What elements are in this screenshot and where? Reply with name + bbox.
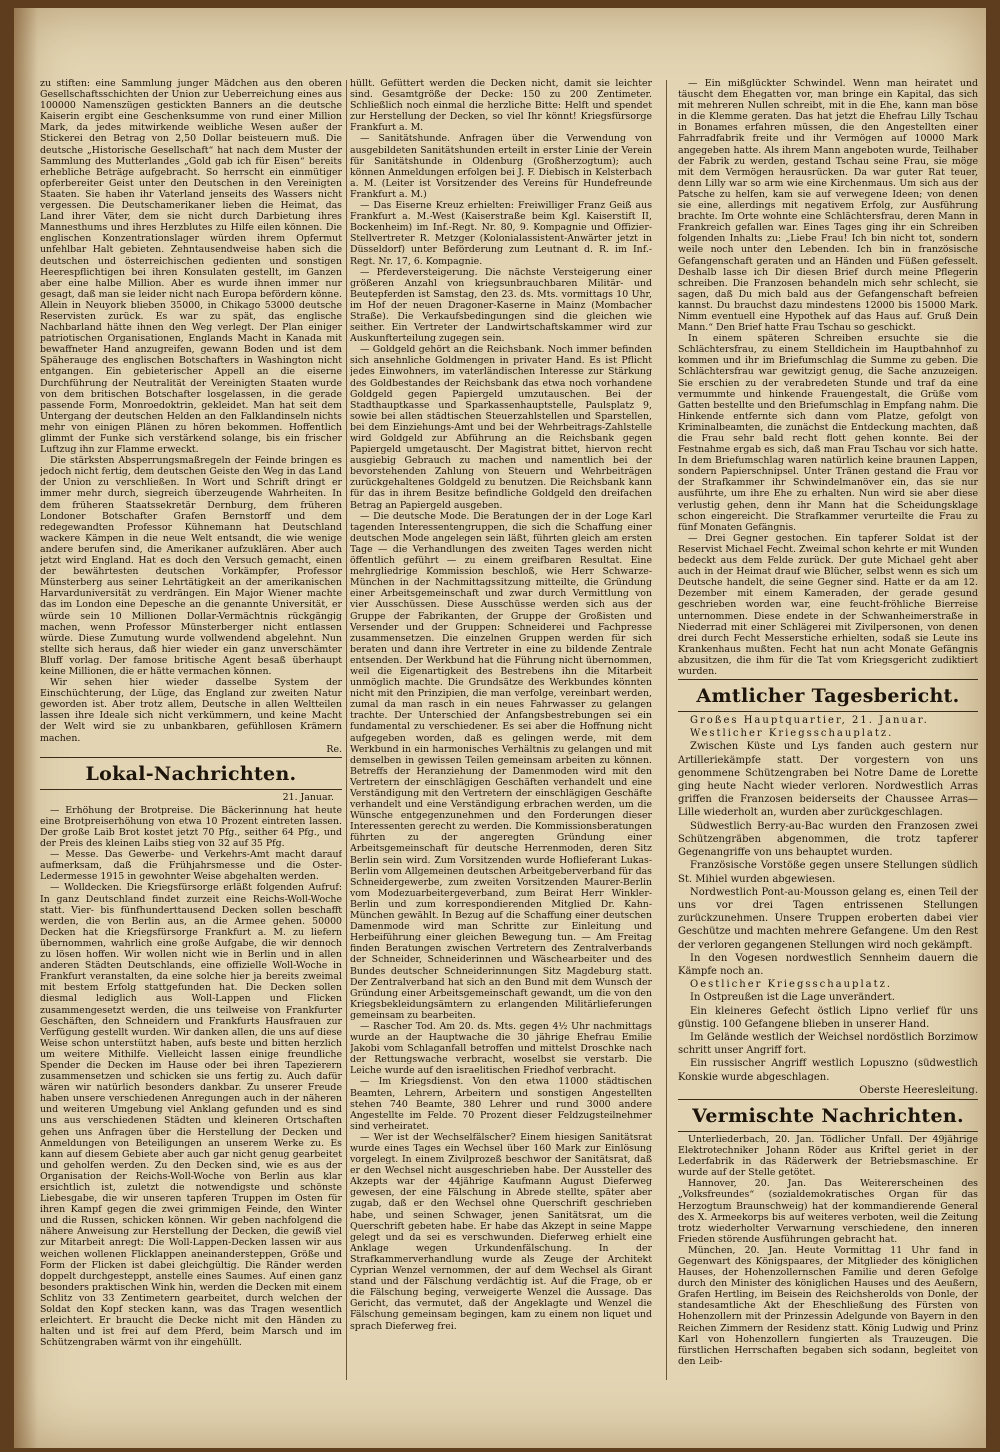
divider bbox=[678, 711, 978, 712]
article-schwindel-cont: In einem späteren Schreiben ersuchte sie die Schlächtersfrau, zu einem Stelldichein im Hauptbahnhof zu kommen und ihr im Briefumschlag die Summe zu geben. Die Schlächtersfrau war gewitzigt genug, die Sache anzuzeigen. Sie erschien zu der verabredeten Stunde und traf da eine vermummte und hinkende Frauengestalt, die Grüße vom Gatten bestellte und den Briefumschlag in Empfang nahm. Die Hinkende entfernte sich dann vom Platze, gefolgt von Kriminalbeamten, die zunächst die Entdeckung machten, daß die Frau sehr bald recht flott gehen konnte. Bei der Festnahme ergab es sich, daß man Frau Tschau vor sich hatte. In dem Briefumschlag waren natürlich keine braunen Lappen, sondern Papierschnipsel. Unter Tränen gestand die Frau vor der Strafkammer ihr Schwindelmanöver ein, das sie nur ausführte, um ihre Ehe zu erhalten. Nun wird sie aber diese verlustig gehen, denn ihr Mann hat die Scheidungsklage schon eingereicht. Die Strafkammer verurteilte die Frau zu fünf Monaten Gefängnis. bbox=[678, 333, 978, 533]
column-2 bbox=[350, 78, 652, 1393]
report-paragraph: In den Vogesen nordwestlich Sennheim dauern die Kämpfe noch an. bbox=[678, 952, 978, 977]
article-messe: — Messe. Das Gewerbe- und Verkehrs-Amt macht darauf aufmerksam, daß die Frühjahrsmesse und die Oster-Ledermesse 1915 in gewohnter Weise abgehalten werden. bbox=[40, 849, 342, 883]
newspaper-page bbox=[14, 8, 986, 1448]
article-kriegsdienst: — Im Kriegsdienst. Von den etwa 11000 städtischen Beamten, Lehrern, Arbeitern und sonstigen Angestellten stehen 740 Beamte, 380 Lehrer und rund 3000 andere Angestellte im Felde. 70 Prozent dieser Feldzugsteilnehmer sind verheiratet. bbox=[350, 1076, 652, 1132]
paragraph-intro: zu stiften: eine Sammlung junger Mädchen aus den oberen Gesellschaftsschichten der Union zur Ueberreichung eines aus 100000 Namenszügen gestickten Banners an die deutsche Kaiserin ergibt eine Geschenksumme von rund einer Million Mark, da jedes mitwirkende weibliche Wesen außer der Stickerei den Betrag von 2,50 Dollar beisteuern muß. Die deutsche „Historische Gesellschaft“ hat nach dem Muster der Sammlung des Mutterlandes „Gold gab ich für Eisen“ bereits erhebliche Beträge aufgebracht. So herrscht ein einmütiger opferbereiter Geist unter den Deutschen in den Vereinigten Staaten. Sie haben ihr Vaterland jenseits des Wassers nicht vergessen. Die Deutschamerikaner lieben die Heimat, das Land ihrer Väter, dem sie nicht durch Darbietung ihres Mannesthums und ihres Herzblutes zu Hilfe eilen können. Die englischen Konzentrationslager würden ihrem Opfermut unfehlbar Halt gebieten. Zehntausendweise haben sich die deutschen und österreichischen gedienten und sonstigen Heerespflichtigen bei ihren Konsulaten gestellt, im Ganzen aber eine halbe Million. Aber es wurde ihnen immer nur gesagt, daß man sie leider nicht nach Europa befördern könne. Allein in Neuyork blieben 35000, in Chikago 53000 deutsche Reservisten zurück. Es war zu spät, das englische Nachbarland hätte ihnen den Weg verlegt. Der Plan einiger patriotischen Organisationen, Englands Macht in Kanada mit bewaffneter Hand anzugreifen, gewann Boden und ist dem Späherauge des englischen Botschafters in Washington nicht entgangen. Ein gebieterischer Appell an die eiserne Durchführung der Neutralität der Vereinigten Staaten wurde von dem britischen Botschafter losgelassen, in die gerade passende Form, Monroedoktrin, gekleidet. Man hat seit dem Untergang der deutschen Helden an den Falklandinseln nichts mehr von einigen Plänen zu hören bekommen. Hoffentlich glimmt der Funke sich verstärkend solange, bis ein frischer Luftzug ihn zur Flamme erweckt. bbox=[40, 78, 342, 456]
section-date: 21. Januar. bbox=[282, 791, 334, 803]
article-goldgeld: — Goldgeld gehört an die Reichsbank. Noch immer befinden sich ansehnliche Goldmengen in privater Hand. Es ist Pflicht jedes Einwohners, im vaterländischen Interesse zur Stärkung des Goldbestandes der Reichsbank das etwa noch vorhandene Goldgeld gegen Papiergeld umzutauschen. Bei der Stadthauptkasse und Sparkassenhauptstelle, Paulsplatz 9, sowie bei allen städtischen Steuerzahlstellen und Sparstellen, bei dem Einziehungs-Amt und bei der Wehrbeitrags-Zahlstelle wird Goldgeld zur Abführung an die Reichsbank gegen Papiergeld umgetauscht. Der Magistrat bittet, hiervon recht ausgiebig Gebrauch zu machen und namentlich bei der bevorstehenden Zahlung von Steuern und Wehrbeiträgen zurückgehaltenes Goldgeld zu benutzen. Die Reichsbank kann für das in ihrem Besitze befindliche Goldgeld den dreifachen Betrag an Papiergeld ausgeben. bbox=[350, 344, 652, 511]
divider bbox=[678, 1099, 978, 1100]
article-muenchen: München, 20. Jan. Heute Vormittag 11 Uhr fand in Gegenwart des Königspaares, der Mitglieder des königlichen Hauses, der Hohenzollernschen Familie und deren Gefolge durch den Minister des königlichen Hauses und des Aeußern, Grafen Hertling, im Beisein des Reichsherolds von Donle, der standesamtliche Akt der Eheschließung des Fürsten von Hohenzollern mit der Prinzessin Adelgunde von Bayern in den Reichen Zimmern der Residenz statt. König Ludwig und Prinz Karl von Hohenzollern fungierten als Trauzeugen. Die fürstlichen Herrschaften begaben sich sodann, begleitet von den Leib- bbox=[678, 1244, 978, 1367]
article-wolldecken-cont: hüllt. Gefüttert werden die Decken nicht, damit sie leichter sind. Gesamtgröße der Decke: 150 zu 200 Zentimeter. Schließlich noch einmal die herzliche Bitte: Helft und spendet zur Herstellung der Decken, so viel Ihr könnt! Kriegsfürsorge Frankfurt a. M. bbox=[350, 78, 652, 134]
report-west-heading: Westlicher Kriegsschauplatz. bbox=[690, 728, 894, 740]
author-signature: Re. bbox=[326, 743, 342, 755]
divider bbox=[678, 679, 978, 680]
tagesbericht-body bbox=[678, 714, 978, 1097]
article-hannover: Hannover, 20. Jan. Das Weitererscheinen des „Volksfreundes“ (sozialdemokratisches Organ für das Herzogtum Braunschweig) hat der kommandierende General des X. Armeekorps bis auf weiteres verboten, weil die Zeitung trotz wiederholter Verwarnung verschiedene, den inneren Frieden störende Ausführungen gebracht hat. bbox=[678, 1178, 978, 1245]
page-edge-stain bbox=[14, 8, 38, 1448]
report-paragraph: Zwischen Küste und Lys fanden auch gestern nur Artilleriekämpfe statt. Der vorgestern von uns genommene Schützengraben bei Notre Dame de Lorette ging heute Nacht wieder verloren. Nordwestlich Arras griffen die Franzosen beiderseits der Chaussee Arras—Lille wiederholt an, wurden aber zurückgeschlagen. bbox=[678, 741, 978, 819]
article-brotpreise: — Erhöhung der Brotpreise. Die Bäckerinnung hat heute eine Brotpreiserhöhung von etwa 10 Prozent eintreten lassen. Der große Laib Brot kostet jetzt 70 Pfg., seither 64 Pfg., und der Preis des kleinen Laibs stieg von 32 auf 35 Pfg. bbox=[40, 804, 342, 850]
column-1 bbox=[40, 78, 342, 1393]
article-deutsche-mode: — Die deutsche Mode. Die Beratungen der in der Loge Karl tagenden Interessentengruppen, die sich die Schaffung einer deutschen Mode angelegen sein läßt, führten gleich am ersten Tage — die Verhandlungen des zweiten Tages werden nicht öffentlich geführt — zu einem greifbaren Resultat. Eine mehrgliedrige Kommission beschloß, wie Herr Schwarze-München in der Nachmittagssitzung mitteilte, die Gründung einer Arbeitsgemeinschaft und zwar durch Vermittlung von vier Ausschüssen. Diese Ausschüsse werden sich aus der Gruppe der Fabrikanten, der Gruppe der Großisten und Versender und der Gruppen: Schneiderei und Fachpresse zusammensetzen. Die einzelnen Gruppen werden für sich beraten und dann ihre Vertreter in eine zu bildende Zentrale entsenden. Der Werkbund hat die Führung nicht übernommen, weil die Eigenartigkeit des Bestrebens ihn die Mitarbeit unmöglich machte. Die Grundsätze des Werkbundes könnten nicht mit den Prinzipien, die man verfolge, vereinbart werden, zumal da man rasch in ein neues Fahrwasser zu gelangen trachte. Der Unterschied der Anfangsbestrebungen sei ein fundamental zu verschiedener. Es sei aber die Hoffnung nicht aufgegeben worden, daß es gelingen werde, mit dem Werkbund in ein harmonisches Verhältnis zu gelangen und mit demselben in gewissen Teilen gemeinsam arbeiten zu können. Betreffs der Heranziehung der Damenmoden wird mit den Vertretern der einschlägigen Geschäften verhandelt und eine Verständigung mit den Vertretern der einschlägigen Geschäfte verhandelt und eine Verständigung erbrachen werden, um die Wünsche entgegenzunehmen und den Forderungen dieser Interessenten gerecht zu werden. Die Kommissionsberatungen führten zu der angeregten Gründung einer Arbeitsgemeinschaft für deutsche Herrenmoden, deren Sitz Berlin sein wird. Zum Vorsitzenden wurde Hoflieferant Lukas-Berlin vom Allgemeinen deutschen Arbeitgeberverband für das Schneidergewerbe, zum zweiten Vorsitzenden Maurer-Berlin vom Modezuarbeitergeverband, zum Beirat Herr Winkler-Berlin und zum korrespondierenden Mitglied Dr. Kahn-München gewählt. In Bezug auf die Schaffung einer deutschen Damenmode wird man Schritte zur Einleitung und Herbeiführung einer gleichen Bewegung tun. — Am Freitag finden Beratungen zwischen Vertretern des Zentralverbands der Schneider, Schneiderinnen und Wäschearbeiter und des Bundes deutscher Schneiderinnungen Sitz Magdeburg statt. Der Zentralverband hat sich an den Bund mit dem Wunsch der Gründung einer Arbeitsgemeinschaft gewandt, um die von den Kriegsbekleidungsämtern zu erlangenden Militärlieferungen gemeinsam zu bearbeiten. bbox=[350, 510, 652, 1021]
report-paragraph: Ein kleineres Gefecht östlich Lipno verlief für uns günstig. 100 Gefangene blieben in unserer Hand. bbox=[678, 1005, 978, 1030]
article-sanitaetshunde: — Sanitätshunde. Anfragen über die Verwendung von ausgebildeten Sanitätshunden erteilt in erster Linie der Verein für Sanitätshunde in Oldenburg (Großherzogtum); auch können Anmeldungen erfolgen bei J. F. Diebisch in Kelsterbach a. M. (Leiter ist Vorsitzender des Vereins für Hundefreunde Frankfurt a. M.) bbox=[350, 133, 652, 200]
section-heading-lokal: Lokal-Nachrichten. bbox=[85, 762, 297, 785]
column-rule bbox=[666, 80, 667, 1380]
report-paragraph: Französische Vorstöße gegen unsere Stellungen südlich St. Mihiel wurden abgewiesen. bbox=[678, 860, 978, 885]
section-heading-tagesbericht: Amtlicher Tagesbericht. bbox=[696, 685, 960, 708]
article-pferdeversteigerung: — Pferdeversteigerung. Die nächste Versteigerung einer größeren Anzahl von kriegsunbrauchbaren Militär- und Beutepferden ist Samstag, den 23. ds. Mts. vormittags 10 Uhr, im Hof der neuen Dragoner-Kaserne in Mainz (Mombacher Straße). Die Verkaufsbedingungen sind die gleichen wie seither. Ein Vertreter der Landwirtschaftskammer wird zur Auskunfterteilung zugegen sein. bbox=[350, 266, 652, 345]
paragraph-absperrung: Die stärksten Absperrungsmaßregeln der Feinde bringen es jedoch nicht fertig, dem deutschen Geiste den Weg in das Land der Union zu verschließen. In Wort und Schrift dringt er immer mehr durch, siegreich überzeugende Wahrheiten. In dem früheren Staatssekretär Dernburg, dem früheren Londoner Botschafter Grafen Bernstorff und dem redegewandten Professor Kühnemann hat Deutschland wackere Kämpen in die neue Welt entsandt, die wie wenige andere berufen sind, die Amerikaner aufzuklären. Aber auch jetzt wird England. Hat es doch den Versuch gemacht, einen der bewährtesten deutschen Vorkämpfer, Professor Münsterberg aus seiner Lehrtätigkeit an der amerikanischen Harvarduniversität zu verdrängen. Ein Major Wiener machte das im London eine Depesche an die genannte Universität, er würde sein 10 Millionen Dollar-Vermächtnis rückgängig machen, wenn Professor Münsterberger nicht entlassen würde. Diese Zumutung wurde vollwendend abgelehnt. Nun stellte sich heraus, daß hier wieder ein ganz unverschämter Bluff vorlag. Der famose britische Agent besaß überhaupt keine Millionen, die er hätte vermachen können. bbox=[40, 455, 342, 677]
report-paragraph: In Ostpreußen ist die Lage unverändert. bbox=[690, 992, 895, 1004]
article-unterliederbach: Unterliederbach, 20. Jan. Tödlicher Unfall. Der 49jährige Elektrotechniker Johann Röder aus Kriftel geriet in der Lederfabrik in das Räderwerk der Betriebsmaschine. Er wurde auf der Stelle getötet. bbox=[678, 1133, 978, 1179]
divider bbox=[40, 757, 342, 758]
article-wechselfaelscher: — Wer ist der Wechselfälscher? Einem hiesigen Sanitätsrat wurde eines Tages ein Wechsel über 160 Mark zur Einlösung vorgelegt. In einem Zivilprozeß beschwor der Sanitätsrat, daß er den Wechsel nicht ausgeschrieben habe. Der Aussteller des Akzepts war der 44jährige Kaufmann August Dieferweg gewesen, der eine Fälschung in Abrede stellte, später aber zugab, daß er den Wechsel ohne Querschrift geschrieben habe, und seinen Schwager, jenen Sanitätsrat, um die Querschrift gebeten habe. Er habe das Akzept in seine Mappe gelegt und da sei es verschwunden. Dieferweg erhielt eine Anklage wegen Urkundenfälschung. In der Strafkammerverhandlung wurde als Zeuge der Architekt Cyprian Wenzel vernommen, der auf dem Wechsel als Girant stand und der Fälschung verdächtig ist. Auf die Frage, ob er die Fälschung beging, verweigerte Wenzel die Aussage. Das Gericht, das vermutet, daß der Angeklagte und Wenzel die Fälschung gemeinsam begingen, kam zu einem non liquet und sprach Dieferweg frei. bbox=[350, 1131, 652, 1332]
article-schwindel: — Ein mißglückter Schwindel. Wenn man heiratet und täuscht dem Ehegatten vor, man bringe ein Kapital, das sich mit mehreren Nullen schreibt, mit in die Ehe, kann man böse in die Klemme geraten. Das hat jetzt die Ehefrau Lilly Tschau in Bonames erfahren müssen, die den Angestellten einer Fahrradfabrik freite und ihr Vermögen auf 10000 Mark angegeben hatte. Als ihrem Mann angeboten wurde, Teilhaber der Fabrik zu werden, gestand Tschau seine Frau, sie möge mit dem Vermögen herausrücken. Da war guter Rat teuer, denn Lilly war so arm wie eine Kirchenmaus. Um sich aus der Patsche zu helfen, kam sie auf verwegene Ideen; von denen sie eine, allerdings mit negativem Erfolg, zur Ausführung brachte. Im Orte wohnte eine Schlächtersfrau, deren Mann in Frankreich gefallen war. Eines Tages ging ihr ein Schreiben folgenden Inhalts zu: „Liebe Frau! Ich bin nicht tot, sondern weile noch unter den Lebenden. Ich bin in französische Gefangenschaft geraten und an Händen und Füßen gefesselt. Deshalb lasse ich Dir diesen Brief durch meine Pflegerin schreiben. Die Franzosen behandeln mich sehr schlecht, sie sagen, daß Du mich bald aus der Gefangenschaft befreien kannst. Du brauchst dazu mindestens 12000 bis 15000 Mark. Nimm eventuell eine Hypothek auf das Haus auf. Gruß Dein Mann.“ Den Brief hatte Frau Tschau so geschickt. bbox=[678, 78, 978, 334]
report-paragraph: Ein russischer Angriff westlich Lopuszno (südwestlich Konskie wurde abgeschlagen. bbox=[678, 1058, 978, 1083]
section-heading-vermischte: Vermischte Nachrichten. bbox=[692, 1104, 964, 1127]
report-signature: Oberste Heeresleitung. bbox=[859, 1084, 978, 1096]
article-drei-gegner: — Drei Gegner gestochen. Ein tapferer Soldat ist der Reservist Michael Fecht. Zweimal schon kehrte er mit Wunden bedeckt aus dem Felde zurück. Der gute Michael geht aber auch in der Heimat drauf wie Blücher, selbst wenn es sich um Deutsche handelt, die seine Gegner sind. Hatte er da am 12. Dezember mit einem Kameraden, der gerade gesund geschrieben worden war, eine feucht-fröhliche Bierreise unternommen. Diese endete in der Schwanheimerstraße in Niederrad mit einer Schlägerei mit Zivilpersonen, von denen drei durch Fecht Messerstiche erhielten, sodaß sie Leute ins Krankenhaus mußten. Fecht hat nun acht Monate Gefängnis abzusitzen, die ihm für die Tat vom Kriegsgericht zudiktiert wurden. bbox=[678, 532, 978, 677]
article-rascher-tod: — Rascher Tod. Am 20. ds. Mts. gegen 4½ Uhr nachmittags wurde an der Hauptwache die 30 jährige Ehefrau Emilie Jakobi vom Schlaganfall betroffen und mittelst Droschke nach der Rettungswache verbracht, woselbst sie verstarb. Die Leiche wurde auf den israelitischen Friedhof verbracht. bbox=[350, 1020, 652, 1077]
report-paragraph: Nordwestlich Pont-au-Mousson gelang es, einen Teil der uns vor drei Tagen entrissenen Stellungen zurückzunehmen. Unsere Truppen eroberten dabei vier Geschütze und machten mehrere Gefangene. Um den Rest der verloren gegangenen Stellungen wird noch gekämpft. bbox=[678, 886, 978, 951]
report-paragraph: Südwestlich Berry-au-Bac wurden den Franzosen zwei Schützengräben abgenommen, die trotz tapferer Gegenangriffe von uns behauptet wurden. bbox=[678, 820, 978, 859]
article-wolldecken: — Wolldecken. Die Kriegsfürsorge erläßt folgenden Aufruf: In ganz Deutschland findet zurzeit eine Reichs-Woll-Woche statt. Vier- bis fünfhunderttausend Decken sollen beschafft werden, die von Berlin aus, an die Armee gehen. 50000 Decken hat die Kriegsfürsorge Frankfurt a. M. zu liefern übernommen, wahrlich eine große Aufgabe, die wir dennoch zu lösen hoffen. Wir wollen nicht wie in Berlin und in allen anderen Städten Deutschlands, eine offizielle Woll-Woche in Frankfurt veranstalten, da eine solche hier ja bereits zweimal mit bestem Erfolg stattgefunden hat. Die Decken sollen diesmal lediglich aus Woll-Lappen und Flicken zusammengesetzt werden, die uns teilweise von Frankfurter Geschäften, den Schneidern und Frankfurts Hausfrauen zur Verfügung gestellt wurden. Wir danken allen, die uns auf diese Weise schon unterstützt haben, aufs beste und bitten herzlich um weitere Mithilfe. Vielleicht lassen einige freundliche Spender die Decken im Hause oder bei ihren Tapezierern zusammensetzen und schicken sie uns fertig zu. Auch dafür wären wir natürlich besonders dankbar. Zu unserer Freude haben unsere verschiedenen Anregungen auch in der näheren und weiteren Umgebung viel Anklang gefunden und es sind uns aus verschiedenen Städten und kleineren Ortschaften gehen uns Anfragen über die Herstellung der Decken und Anmeldungen von Beteiligungen an unserem Werke zu. Es kann auf diesem Gebiete aber auch gar nicht genug gearbeitet und geholfen werden. Zu den Decken sind, wie es aus der Organisation der Reichs-Woll-Woche von Berlin aus klar ersichtlich ist, zuletzt die notwendigste und schönste Liebesgabe, die wir unseren tapferen Truppen im Osten für ihren Kampf gegen die zwei grimmigen Feinde, den Winter und die Russen, schicken können. Wir geben nachfolgend die nähere Anweisung zur Herstellung der Decken, die gewiß viel zur Mitarbeit anregt: Die Woll-Lappen-Decken lassen wir aus weichen wollenen Flicklappen aneinandersteppen, Größe und Form der Flicken ist dabei gleichgültig. Die Ränder werden doppelt durchgesteppt, anstelle eines Saumes. Auf einen ganz besonders praktischen Wink hin, werden die Decken mit einem Schlitz von 33 Zentimetern gearbeitet, durch welchen der Soldat den Kopf stecken kann, was das Tragen wesentlich erleichtert. Er braucht die Decke nicht mit den Händen zu halten und ist frei auf dem Pferd, beim Marsch und im Schützengraben wärmt von ihr eingehüllt. bbox=[40, 882, 342, 1349]
report-ost-heading: Oestlicher Kriegsschauplatz. bbox=[690, 979, 893, 991]
paragraph-system: Wir sehen hier wieder dasselbe System der Einschüchterung, der Lüge, das England zur zweiten Natur geworden ist. Aber trotz allem, Deutsche in allen Weltteilen lassen ihre Ideale sich nicht verkümmern, und keine Macht der Welt wird sie zu unbankbaren, gefühllosen Krämern machen. bbox=[40, 677, 342, 744]
report-paragraph: Im Gelände westlich der Weichsel nordöstlich Borzimow schritt unser Angriff fort. bbox=[678, 1031, 978, 1057]
article-eisernes-kreuz: — Das Eiserne Kreuz erhielten: Freiwilliger Franz Geiß aus Frankfurt a. M.-West (Kaiserstraße beim Kgl. Kaiserstift II, Bockenheim) im Inf.-Regt. Nr. 80, 9. Kompagnie und Offizier-Stellvertreter R. Metzger (Kolonialassistent-Anwärter jetzt in Düsseldorf) unter Beförderung zum Leutnant d. R. im Inf.-Regt. Nr. 17, 6. Kompagnie. bbox=[350, 200, 652, 267]
divider bbox=[40, 789, 342, 790]
column-3 bbox=[678, 78, 978, 1408]
column-rule bbox=[346, 80, 347, 1380]
divider bbox=[678, 1131, 978, 1132]
report-dateline: Großes Hauptquartier, 21. Januar. bbox=[690, 715, 929, 727]
